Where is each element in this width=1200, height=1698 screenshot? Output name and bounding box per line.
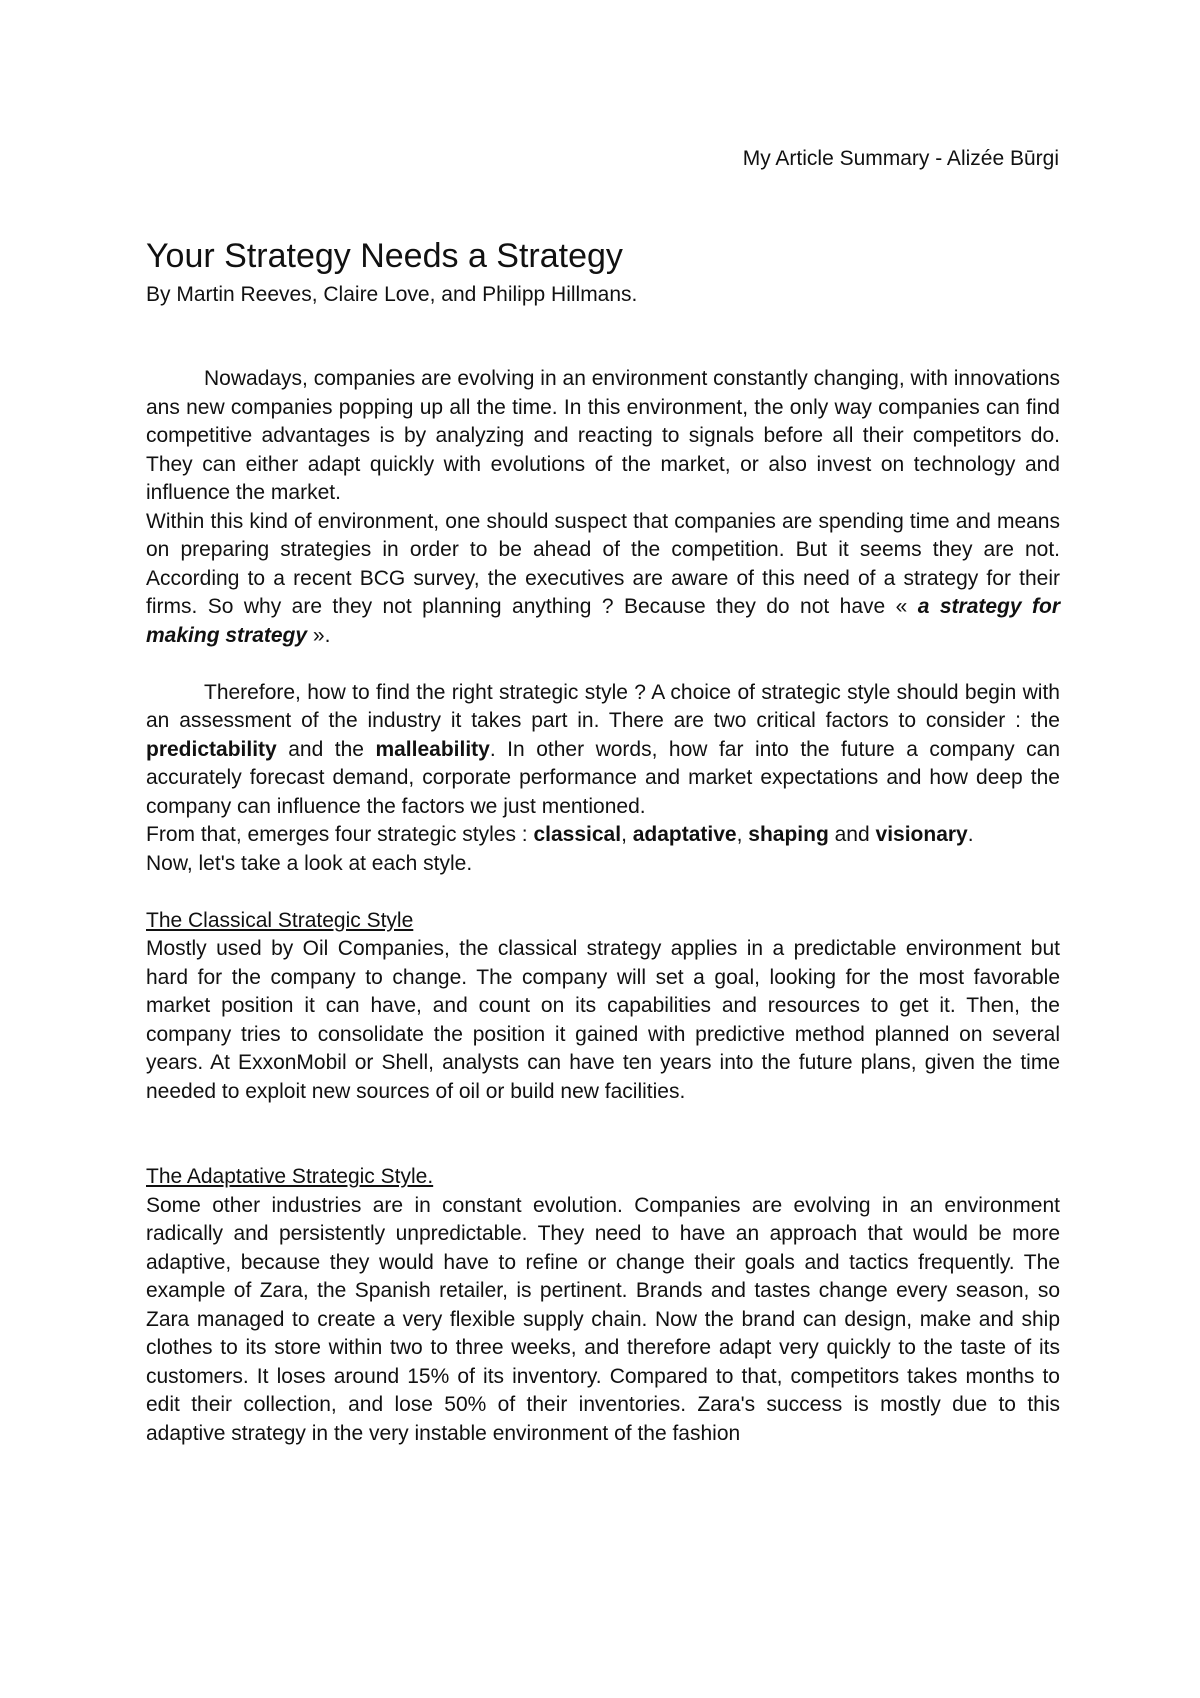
- page-header: My Article Summary - Alizée Būrgi: [742, 147, 1059, 170]
- article-body: [146, 365, 1060, 1448]
- adaptative-paragraph: Some other industries are in constant evolution. Companies are evolving in an environment radically and persistently unpredictable. They need to have an approach that would be more adaptive, because they would have to refine or change their goals and tactics frequently. The example of Zara, the Spanish retailer, is pertinent. Brands and tastes change every season, so Zara managed to create a very flexible supply chain. Now the brand can design, make and ship clothes to its store within two to three weeks, and therefore adapt very quickly to the taste of its customers. It loses around 15% of its inventory. Compared to that, competitors takes months to edit their collection, and lose 50% of their inventories. Zara's success is mostly due to this adaptive strategy in the very instable environment of the fashion: [146, 1193, 1060, 1445]
- intro-paragraph-2-text: Within this kind of environment, one should suspect that companies are spending time and means on preparing strategies in order to be ahead of the competition. But it seems they are not. According to a recent BCG survey, the executives are aware of this need of a strategy for their firms. So why are they not planning anything ? Because they do not have «: [146, 509, 1060, 618]
- intro-paragraph-2: [146, 508, 1060, 651]
- style-shaping: shaping: [748, 823, 829, 846]
- adaptative-heading-text: The Adaptative Strategic Style.: [146, 1165, 434, 1188]
- styles-text-a: Therefore, how to find the right strategic style ? A choice of strategic style should begin with an assessment of the industry it takes part in. There are two critical factors to consider : the: [146, 680, 1060, 732]
- style-adaptative: adaptative: [632, 823, 737, 846]
- styles-list-end: .: [967, 823, 974, 846]
- style-separator: ,: [736, 823, 749, 846]
- styles-paragraph-1: [146, 679, 1060, 822]
- styles-paragraph-3: Now, let's take a look at each style.: [146, 851, 473, 875]
- predictability-term: predictability: [146, 737, 277, 761]
- styles-text-b: and the: [276, 737, 376, 761]
- classical-heading: [146, 907, 1060, 936]
- intro-paragraph-2-end: ».: [307, 623, 331, 647]
- article-authors: By Martin Reeves, Claire Love, and Philipp Hillmans.: [146, 283, 638, 306]
- style-classical: classical: [533, 823, 622, 846]
- style-visionary: visionary: [875, 823, 968, 846]
- styles-list-intro: From that, emerges four strategic styles :: [146, 823, 534, 846]
- classical-paragraph: Mostly used by Oil Companies, the classical strategy applies in a predictable environment but hard for the company to change. The company will set a goal, looking for the most favorable market position it can have, and count on its capabilities and resources to get it. Then, the company tries to consolidate the position it gained with predictive method planned on several years. At ExxonMobil or Shell, analysts can have ten years into the future plans, given the time needed to exploit new sources of oil or build new facilities.: [146, 937, 1060, 1103]
- style-separator: and: [828, 823, 876, 846]
- classical-heading-text: The Classical Strategic Style: [146, 908, 414, 932]
- adaptative-heading: [146, 1163, 1060, 1192]
- malleability-term: malleability: [375, 737, 490, 761]
- style-separator: ,: [621, 823, 633, 846]
- styles-paragraph-2: [146, 821, 1060, 850]
- styles-text-c: . In other words, how far into the future a company can accurately forecast demand, corporate performance and market expectations and how deep the company can influence the factors we just mentioned.: [146, 737, 1060, 818]
- intro-paragraph-1: Nowadays, companies are evolving in an environment constantly changing, with innovations ans new companies popping up all the time. In this environment, the only way companies can find competitive advantages is by analyzing and reacting to signals before all their competitors do. They can either adapt quickly with evolutions of the market, or also invest on technology and influence the market.: [146, 367, 1060, 504]
- article-title: Your Strategy Needs a Strategy: [146, 237, 623, 275]
- strategy-emphasis: a strategy for making strategy: [146, 595, 1060, 647]
- article-content: [146, 236, 1060, 1448]
